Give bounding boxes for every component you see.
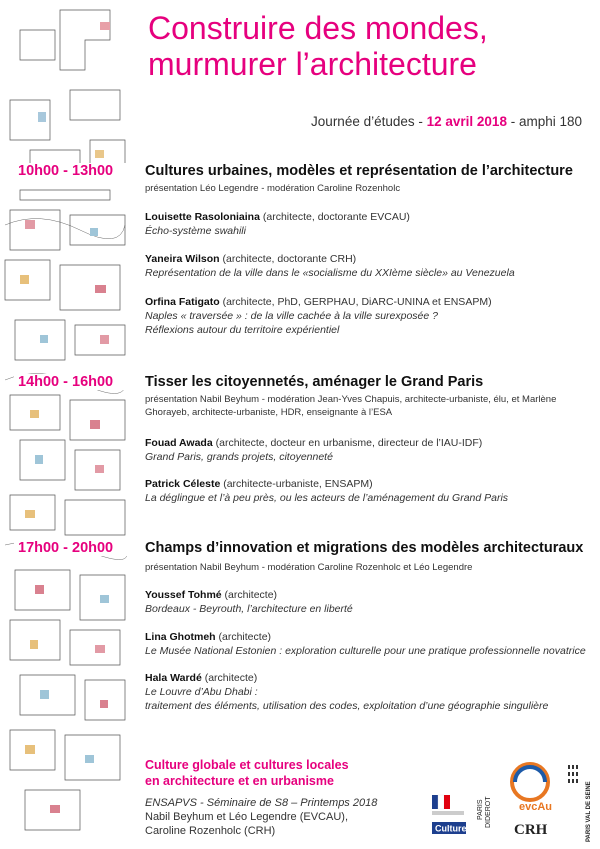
- ensapvs-logo: [568, 765, 592, 842]
- evcau-logo-text: evcAu: [519, 801, 553, 813]
- session-time: 14h00 - 16h00: [14, 374, 144, 390]
- speaker-affiliation: (architecte): [221, 589, 278, 601]
- talk-title: Représentation de la ville dans le «socialisme du XXIème siècle» au Venezuela: [145, 267, 515, 279]
- session-presentation: présentation Léo Legendre - modération Caroline Rozenholc: [145, 183, 401, 194]
- seminar-info: [145, 796, 377, 838]
- ensapvs-logo-text: PARIS VAL DE SEINE: [586, 781, 592, 842]
- talk-item: [145, 477, 595, 505]
- talk-title: Le Musée National Estonien : exploration culturelle pour une pratique professionnelle novatrice: [145, 645, 586, 657]
- talk-item: [145, 671, 595, 713]
- session-presentation: présentation Nabil Beyhum - modération Caroline Rozenholc et Léo Legendre: [145, 562, 473, 573]
- culture-logo-text: Culture: [435, 823, 467, 834]
- poster-title: [148, 10, 593, 82]
- subtitle-suffix: - amphi 180: [506, 114, 582, 129]
- partner-logos: [430, 760, 600, 845]
- talk-item: [145, 588, 595, 616]
- session-title: Cultures urbaines, modèles et représentation de l’architecture: [145, 163, 573, 179]
- subtitle-prefix: Journée d’études -: [311, 114, 427, 129]
- organizers-line-1: Nabil Beyhum et Léo Legendre (EVCAU),: [145, 811, 348, 823]
- talk-title: La déglingue et l’à peu près, ou les acteurs de l’aménagement du Grand Paris: [145, 492, 509, 504]
- paris-diderot-logo: [477, 796, 492, 828]
- talk-title: Bordeaux - Beyrouth, l’architecture en liberté: [145, 603, 353, 615]
- event-subtitle: [311, 114, 582, 129]
- speaker-name: Youssef Tohmé: [145, 589, 222, 601]
- organizers-line-2: Caroline Rozenholc (CRH): [145, 825, 276, 837]
- title-line-2: murmurer l’architecture: [148, 46, 477, 82]
- speaker-affiliation: (architecte): [201, 672, 258, 684]
- talk-title-line-2: Réflexions autour du territoire expérientiel: [145, 324, 340, 336]
- talk-item: [145, 436, 595, 464]
- session-presentation: présentation Nabil Beyhum - modération Jean-Yves Chapuis, architecte-urbaniste, élu, et Marlène Ghorayeb, architecte-urbaniste, HDR, enseignante à l’ESA: [145, 394, 557, 418]
- talk-title-line-2: traitement des éléments, utilisation des codes, exploitation d’une géographie singulière: [145, 700, 549, 712]
- theme-line-1: Culture globale et cultures locales: [145, 758, 349, 772]
- talk-item: [145, 295, 595, 337]
- ministere-culture-logo: [432, 795, 467, 834]
- speaker-name: Hala Wardé: [145, 672, 202, 684]
- speaker-name: Patrick Céleste: [145, 478, 221, 490]
- event-date: 12 avril 2018: [426, 114, 507, 129]
- urban-map-illustration: [0, 0, 130, 849]
- paris-diderot-line-2: DIDEROT: [485, 796, 492, 828]
- session-time: 17h00 - 20h00: [14, 540, 144, 556]
- theme-line-2: en architecture et en urbanisme: [145, 774, 334, 788]
- seminar-theme: [145, 757, 349, 789]
- talk-item: [145, 630, 595, 658]
- talk-title: Écho-système swahili: [145, 225, 246, 237]
- speaker-name: Fouad Awada: [145, 437, 213, 449]
- talk-title: Grand Paris, grands projets, citoyenneté: [145, 451, 333, 463]
- speaker-name: Louisette Rasoloniaina: [145, 211, 260, 223]
- talk-item: [145, 252, 595, 280]
- evcau-logo: [512, 764, 552, 838]
- speaker-affiliation: (architecte, PhD, GERPHAU, DiARC-UNINA et ENSAPM): [219, 296, 492, 308]
- speaker-name: Lina Ghotmeh: [145, 631, 216, 643]
- speaker-affiliation: (architecte): [215, 631, 272, 643]
- speaker-name: Orfina Fatigato: [145, 296, 220, 308]
- crh-logo-text: CRH: [514, 822, 548, 838]
- session-title: Champs d’innovation et migrations des modèles architecturaux: [145, 540, 584, 556]
- speaker-affiliation: (architecte, doctorante EVCAU): [259, 211, 410, 223]
- speaker-name: Yaneira Wilson: [145, 253, 220, 265]
- speaker-affiliation: (architecte, docteur en urbanisme, directeur de l’IAU-IDF): [212, 437, 483, 449]
- speaker-affiliation: (architecte, doctorante CRH): [219, 253, 357, 265]
- title-line-1: Construire des mondes,: [148, 10, 488, 46]
- session-time: 10h00 - 13h00: [14, 163, 144, 179]
- paris-diderot-line-1: PARIS: [477, 799, 484, 820]
- session-title: Tisser les citoyennetés, aménager le Grand Paris: [145, 374, 484, 390]
- speaker-affiliation: (architecte-urbaniste, ENSAPM): [220, 478, 373, 490]
- talk-item: [145, 210, 595, 238]
- talk-title: Le Louvre d’Abu Dhabi :: [145, 686, 258, 698]
- seminar-name: ENSAPVS - Séminaire de S8 – Printemps 2018: [145, 797, 378, 809]
- talk-title: Naples « traversée » : de la ville cachée à la ville surexposée ?: [145, 310, 438, 322]
